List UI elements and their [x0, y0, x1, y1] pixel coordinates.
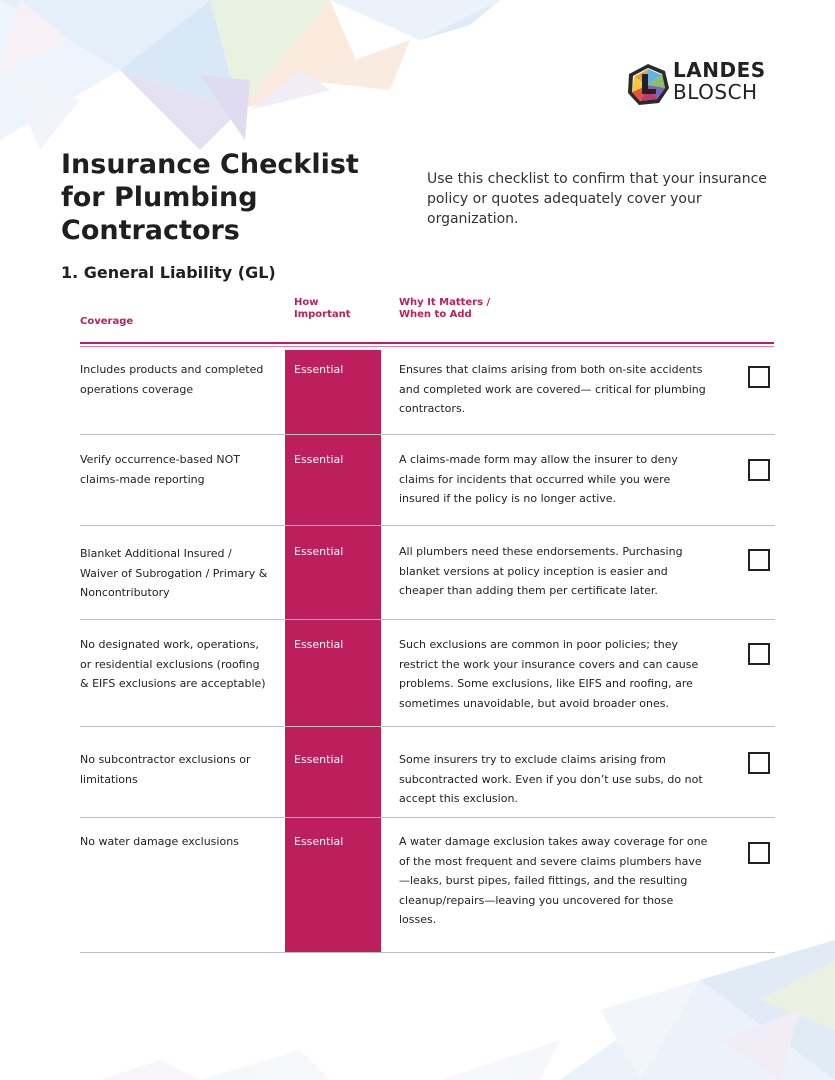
why-cell: Such exclusions are common in poor policies; they restrict the work your insurance covers and can cause problems. Some exclusions, like EIFS and roofing, are sometimes unavoidable, but avoid broader ones. [399, 638, 699, 710]
importance-cell: Essential [294, 835, 344, 848]
table-row [80, 832, 775, 953]
coverage-cell: Verify occurrence-based NOT claims-made reporting [80, 453, 240, 486]
coverage-cell: No subcontractor exclusions or limitations [80, 753, 251, 786]
row-divider [80, 434, 775, 435]
table-row [80, 635, 775, 727]
table-row [80, 542, 775, 620]
coverage-cell: No designated work, operations, or residential exclusions (roofing & EIFS exclusions are acceptable) [80, 638, 266, 690]
header-rule [80, 342, 774, 344]
column-header-coverage: Coverage [80, 316, 134, 327]
column-header-importance: How Important [294, 297, 351, 320]
company-logo [625, 60, 777, 110]
row-checkbox[interactable] [748, 842, 770, 864]
logo-mark-icon [625, 62, 671, 108]
coverage-cell: No water damage exclusions [80, 835, 239, 848]
row-checkbox[interactable] [748, 459, 770, 481]
header-rule-secondary [80, 346, 774, 347]
logo-text-primary: LANDES [673, 58, 766, 82]
row-divider [80, 525, 775, 526]
importance-cell: Essential [294, 545, 344, 558]
why-cell: All plumbers need these endorsements. Purchasing blanket versions at policy inception is easier and cheaper than adding them per certificate later. [399, 545, 683, 597]
column-header-why: Why It Matters / When to Add [399, 297, 491, 320]
section-title: 1. General Liability (GL) [61, 263, 276, 282]
row-divider [80, 952, 775, 953]
coverage-cell: Includes products and completed operations coverage [80, 363, 264, 396]
logo-text-secondary: BLOSCH [673, 80, 758, 104]
importance-cell: Essential [294, 453, 344, 466]
page-title: Insurance Checklist for Plumbing Contractors [61, 149, 359, 246]
row-checkbox[interactable] [748, 643, 770, 665]
why-cell: Some insurers try to exclude claims arising from subcontracted work. Even if you don’t use subs, do not accept this exclusion. [399, 753, 703, 805]
why-cell: A claims-made form may allow the insurer to deny claims for incidents that occurred while you were insured if the policy is no longer active. [399, 453, 678, 505]
row-checkbox[interactable] [748, 366, 770, 388]
row-checkbox[interactable] [748, 752, 770, 774]
table-row [80, 750, 775, 818]
row-divider [80, 619, 775, 620]
importance-cell: Essential [294, 363, 344, 376]
why-cell: Ensures that claims arising from both on-site accidents and completed work are covered— critical for plumbing contractors. [399, 363, 706, 415]
row-divider [80, 726, 775, 727]
table-row [80, 360, 775, 435]
row-divider [80, 817, 775, 818]
importance-cell: Essential [294, 753, 344, 766]
importance-cell: Essential [294, 638, 344, 651]
row-checkbox[interactable] [748, 549, 770, 571]
table-row [80, 450, 775, 526]
why-cell: A water damage exclusion takes away coverage for one of the most frequent and severe claims plumbers have—leaks, burst pipes, failed fittings, and the resulting cleanup/repairs—leaving you uncovered for those losses. [399, 835, 708, 926]
intro-text: Use this checklist to confirm that your insurance policy or quotes adequately cover your organization. [427, 171, 767, 227]
coverage-cell: Blanket Additional Insured / Waiver of Subrogation / Primary & Noncontributory [80, 547, 268, 599]
